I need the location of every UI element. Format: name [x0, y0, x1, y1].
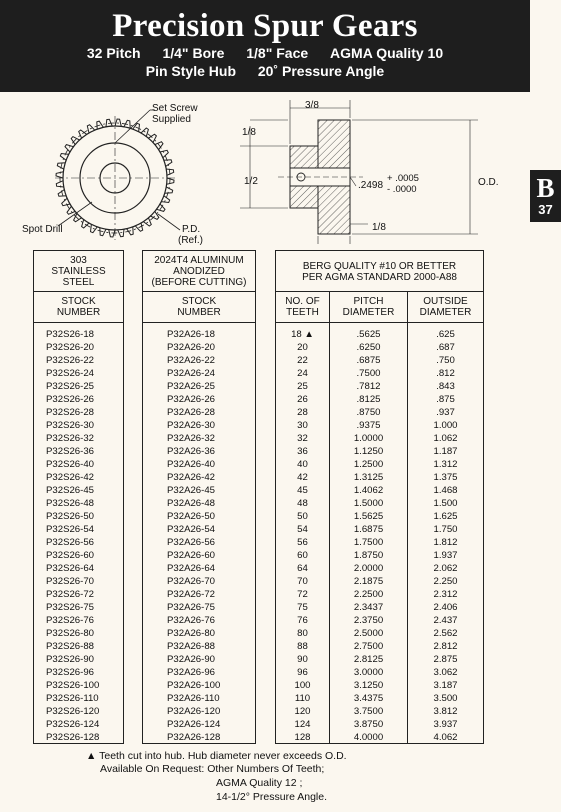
section-letter: B [536, 173, 555, 203]
aluminum-stock-number: P32A26-50 [167, 511, 216, 522]
pitch-diameter: 1.8750 [353, 550, 384, 561]
pitch-diameter: 2.2500 [353, 589, 384, 600]
outside-diameter: .812 [436, 368, 455, 379]
pitch-diameter-column [330, 328, 407, 744]
spec-pitch: 32 Pitch [86, 45, 141, 61]
pitch-header-2: DIAMETER [342, 307, 395, 318]
aluminum-stock-number: P32A26-36 [167, 446, 216, 457]
teeth-count: 100 [294, 680, 311, 691]
teeth-count: 54 [297, 524, 308, 535]
pitch-diameter: 1.3125 [353, 472, 384, 483]
teeth-count: 96 [297, 667, 308, 678]
aluminum-stock-number: P32A26-25 [167, 381, 216, 392]
teeth-count: 90 [297, 654, 308, 665]
teeth-header-1: NO. OF [285, 296, 320, 307]
teeth-count: 20 [297, 342, 308, 353]
aluminum-stock-number: P32A26-72 [167, 589, 216, 600]
outside-diameter: .750 [436, 355, 455, 366]
gear-side-view [238, 96, 488, 246]
spec-pressure-angle: 20˚ Pressure Angle [257, 63, 385, 79]
steel-stock-number: P32S26-80 [46, 628, 95, 639]
steel-stock-number: P32S26-64 [46, 563, 95, 574]
steel-stock-number: P32S26-30 [46, 420, 95, 431]
pitch-diameter: 1.6875 [353, 524, 384, 535]
aluminum-stock-number: P32A26-45 [167, 485, 216, 496]
od-label: O.D. [478, 177, 499, 188]
aluminum-stock-number: P32A26-88 [167, 641, 216, 652]
steel-stock-number: P32S26-120 [46, 706, 100, 717]
steel-stock-number: P32S26-28 [46, 407, 95, 418]
teeth-count: 88 [297, 641, 308, 652]
teeth-header-2: TEETH [286, 307, 319, 318]
aluminum-material-line-2: ANODIZED [173, 266, 225, 277]
pitch-diameter: .6250 [356, 342, 381, 353]
steel-stock-number: P32S26-26 [46, 394, 95, 405]
outside-diameter: 1.187 [433, 446, 458, 457]
pitch-diameter: 2.7500 [353, 641, 384, 652]
steel-stock-number: P32S26-54 [46, 524, 95, 535]
aluminum-stock-number: P32A26-128 [167, 732, 221, 743]
outside-diameter: .625 [436, 329, 455, 340]
outside-diameter: 1.937 [433, 550, 458, 561]
aluminum-stock-number: P32A26-70 [167, 576, 216, 587]
dim-top-label: 3/8 [305, 100, 319, 111]
outside-diameter-column [408, 328, 483, 744]
steel-table [33, 250, 124, 744]
steel-stock-number: P32S26-40 [46, 459, 95, 470]
teeth-count: 70 [297, 576, 308, 587]
pitch-diameter: 3.8750 [353, 719, 384, 730]
pd-label: P.D. [182, 224, 201, 235]
dim-left-top-label: 1/8 [242, 127, 256, 138]
outside-diameter: 3.187 [433, 680, 458, 691]
footnote-line-1: ▲ Teeth cut into hub. Hub diameter never exceeds O.D. [86, 750, 347, 762]
pitch-diameter: .9375 [356, 420, 381, 431]
aluminum-stock-number: P32A26-22 [167, 355, 216, 366]
pitch-diameter: 2.8125 [353, 654, 384, 665]
dimensions-table [275, 250, 484, 744]
teeth-count: 80 [297, 628, 308, 639]
pitch-diameter: 3.7500 [353, 706, 384, 717]
supplied-label: Supplied [152, 114, 191, 125]
teeth-count: 56 [297, 537, 308, 548]
pitch-diameter: 1.1250 [353, 446, 384, 457]
outside-diameter: 2.812 [433, 641, 458, 652]
teeth-count: 124 [294, 719, 311, 730]
dims-header-line-1: BERG QUALITY #10 OR BETTER [302, 261, 457, 272]
pd-ref-label: (Ref.) [178, 235, 203, 246]
steel-col-header-1: STOCK [61, 296, 96, 307]
section-tab [530, 170, 561, 222]
dims-header-line-2: PER AGMA STANDARD 2000-A88 [302, 272, 457, 283]
steel-stock-number: P32S26-32 [46, 433, 95, 444]
steel-material-line-3: STEEL [62, 277, 95, 288]
teeth-count: 32 [297, 433, 308, 444]
aluminum-stock-number: P32A26-75 [167, 602, 216, 613]
steel-stock-number: P32S26-36 [46, 446, 95, 457]
steel-stock-number: P32S26-100 [46, 680, 100, 691]
steel-material-line-1: 303 [70, 255, 87, 266]
outside-diameter: .875 [436, 394, 455, 405]
steel-stock-column [46, 328, 122, 744]
steel-stock-number: P32S26-20 [46, 342, 95, 353]
outside-diameter: 2.250 [433, 576, 458, 587]
aluminum-stock-number: P32A26-124 [167, 719, 221, 730]
teeth-count: 48 [297, 498, 308, 509]
outside-diameter: 1.812 [433, 537, 458, 548]
pitch-diameter: .5625 [356, 329, 381, 340]
teeth-count: 76 [297, 615, 308, 626]
pitch-diameter: 1.7500 [353, 537, 384, 548]
outside-diameter: .687 [436, 342, 455, 353]
pitch-diameter: 1.0000 [353, 433, 384, 444]
pd-leader [158, 214, 180, 230]
teeth-count: 75 [297, 602, 308, 613]
outside-diameter: 2.406 [433, 602, 458, 613]
teeth-count: 64 [297, 563, 308, 574]
outside-diameter: 2.437 [433, 615, 458, 626]
bore-dim-label: .2498 [358, 180, 384, 191]
steel-stock-number: P32S26-96 [46, 667, 95, 678]
aluminum-stock-number: P32A26-56 [167, 537, 216, 548]
teeth-count: 45 [297, 485, 308, 496]
aluminum-col-header-1: STOCK [181, 296, 217, 307]
aluminum-stock-number: P32A26-64 [167, 563, 216, 574]
steel-stock-number: P32S26-25 [46, 381, 95, 392]
pitch-diameter: 1.5000 [353, 498, 384, 509]
pitch-diameter: 3.1250 [353, 680, 384, 691]
aluminum-stock-number: P32A26-54 [167, 524, 216, 535]
teeth-count: 50 [297, 511, 308, 522]
outside-diameter: 2.562 [433, 628, 458, 639]
aluminum-stock-number: P32A26-24 [167, 368, 216, 379]
aluminum-col-header-2: NUMBER [177, 307, 221, 318]
page-number: 37 [538, 202, 553, 217]
pitch-diameter: 4.0000 [353, 732, 384, 743]
aluminum-table [142, 250, 256, 744]
teeth-count: 28 [297, 407, 308, 418]
outside-diameter: 1.468 [433, 485, 458, 496]
outside-diameter: 1.312 [433, 459, 458, 470]
steel-material-line-2: STAINLESS [51, 266, 106, 277]
outside-diameter: 2.062 [433, 563, 458, 574]
aluminum-stock-number: P32A26-42 [167, 472, 216, 483]
pitch-diameter: .8125 [356, 394, 381, 405]
outside-diameter: 4.062 [433, 732, 458, 743]
aluminum-stock-number: P32A26-20 [167, 342, 216, 353]
pitch-diameter: .6875 [356, 355, 381, 366]
pitch-diameter: 3.4375 [353, 693, 384, 704]
outside-diameter: 1.062 [433, 433, 458, 444]
footnote-line-2: Available On Request: Other Numbers Of Teeth; [100, 763, 325, 775]
pitch-diameter: 1.2500 [353, 459, 384, 470]
pitch-diameter: 2.3437 [353, 602, 384, 613]
dim-left-mid-label: 1/2 [244, 176, 258, 187]
aluminum-stock-number: P32A26-26 [167, 394, 216, 405]
steel-stock-number: P32S26-124 [46, 719, 100, 730]
steel-stock-number: P32S26-42 [46, 472, 95, 483]
aluminum-stock-number: P32A26-18 [167, 329, 216, 340]
teeth-count: 110 [294, 693, 311, 704]
outside-diameter: 1.625 [433, 511, 458, 522]
steel-stock-number: P32S26-128 [46, 732, 100, 743]
footnote-line-4: 14-1/2° Pressure Angle. [216, 791, 328, 803]
teeth-count: 18 ▲ [291, 329, 314, 340]
od-header-2: DIAMETER [419, 307, 472, 318]
teeth-column [276, 328, 329, 744]
od-header-1: OUTSIDE [423, 296, 468, 307]
teeth-count: 42 [297, 472, 308, 483]
pitch-diameter: .8750 [356, 407, 381, 418]
aluminum-stock-number: P32A26-32 [167, 433, 216, 444]
outside-diameter: 1.000 [433, 420, 458, 431]
spec-quality: AGMA Quality 10 [330, 45, 444, 61]
outside-diameter: 1.375 [433, 472, 458, 483]
steel-stock-number: P32S26-88 [46, 641, 95, 652]
steel-stock-number: P32S26-24 [46, 368, 95, 379]
steel-stock-number: P32S26-90 [46, 654, 95, 665]
aluminum-stock-number: P32A26-48 [167, 498, 216, 509]
pitch-diameter: 2.0000 [353, 563, 384, 574]
steel-stock-number: P32S26-60 [46, 550, 95, 561]
spec-line-1 [0, 44, 530, 62]
aluminum-stock-number: P32A26-60 [167, 550, 216, 561]
bore-tol-plus: + .0005 [387, 173, 419, 184]
pitch-diameter: 1.4062 [353, 485, 384, 496]
outside-diameter: .937 [436, 407, 455, 418]
outside-diameter: 3.062 [433, 667, 458, 678]
footnote-line-3: AGMA Quality 12 ; [216, 777, 303, 789]
steel-stock-number: P32S26-75 [46, 602, 95, 613]
outside-diameter: 1.500 [433, 498, 458, 509]
pitch-diameter: .7500 [356, 368, 381, 379]
pitch-header-1: PITCH [353, 296, 384, 307]
aluminum-stock-number: P32A26-28 [167, 407, 216, 418]
spec-line-2 [0, 62, 530, 80]
teeth-count: 60 [297, 550, 308, 561]
teeth-count: 30 [297, 420, 308, 431]
spec-hub: Pin Style Hub [145, 63, 236, 79]
teeth-count: 120 [294, 706, 311, 717]
page-header [0, 0, 530, 92]
steel-stock-number: P32S26-45 [46, 485, 95, 496]
pitch-diameter: 2.1875 [353, 576, 384, 587]
aluminum-stock-number: P32A26-120 [167, 706, 221, 717]
outside-diameter: 2.875 [433, 654, 458, 665]
outside-diameter: 1.750 [433, 524, 458, 535]
set-screw-label: Set Screw [152, 103, 198, 114]
steel-stock-number: P32S26-18 [46, 329, 95, 340]
aluminum-stock-number: P32A26-96 [167, 667, 216, 678]
pitch-diameter: 3.0000 [353, 667, 384, 678]
steel-stock-number: P32S26-48 [46, 498, 95, 509]
spot-drill-label: Spot Drill [22, 224, 63, 235]
aluminum-stock-number: P32A26-90 [167, 654, 216, 665]
teeth-count: 36 [297, 446, 308, 457]
teeth-count: 40 [297, 459, 308, 470]
steel-stock-number: P32S26-110 [46, 693, 99, 704]
teeth-count: 24 [297, 368, 308, 379]
aluminum-stock-number: P32A26-100 [167, 680, 221, 691]
aluminum-stock-column [167, 328, 253, 744]
aluminum-material-line-1: 2024T4 ALUMINUM [154, 255, 244, 266]
pitch-diameter: 2.5000 [353, 628, 384, 639]
teeth-count: 25 [297, 381, 308, 392]
steel-stock-number: P32S26-22 [46, 355, 95, 366]
teeth-count: 26 [297, 394, 308, 405]
dim-bottom-label: 1/8 [372, 222, 386, 233]
outside-diameter: .843 [436, 381, 455, 392]
aluminum-stock-number: P32A26-110 [167, 693, 220, 704]
spec-face: 1/8" Face [246, 45, 309, 61]
steel-stock-number: P32S26-50 [46, 511, 95, 522]
pitch-diameter: 2.3750 [353, 615, 384, 626]
page-title: Precision Spur Gears [112, 8, 418, 44]
teeth-count: 22 [297, 355, 308, 366]
pitch-diameter: 1.5625 [353, 511, 384, 522]
steel-stock-number: P32S26-72 [46, 589, 95, 600]
aluminum-stock-number: P32A26-30 [167, 420, 216, 431]
pitch-diameter: .7812 [356, 381, 381, 392]
aluminum-material-line-3: (BEFORE CUTTING) [151, 277, 247, 288]
outside-diameter: 3.500 [433, 693, 458, 704]
aluminum-stock-number: P32A26-76 [167, 615, 216, 626]
outside-diameter: 2.312 [433, 589, 458, 600]
spec-bore: 1/4" Bore [162, 45, 225, 61]
steel-stock-number: P32S26-76 [46, 615, 95, 626]
outside-diameter: 3.937 [433, 719, 458, 730]
outside-diameter: 3.812 [433, 706, 458, 717]
steel-stock-number: P32S26-56 [46, 537, 95, 548]
steel-col-header-2: NUMBER [56, 307, 101, 318]
aluminum-stock-number: P32A26-40 [167, 459, 216, 470]
teeth-count: 128 [294, 732, 311, 743]
teeth-count: 72 [297, 589, 308, 600]
steel-stock-number: P32S26-70 [46, 576, 95, 587]
aluminum-stock-number: P32A26-80 [167, 628, 216, 639]
bore-tol-minus: - .0000 [387, 184, 417, 195]
